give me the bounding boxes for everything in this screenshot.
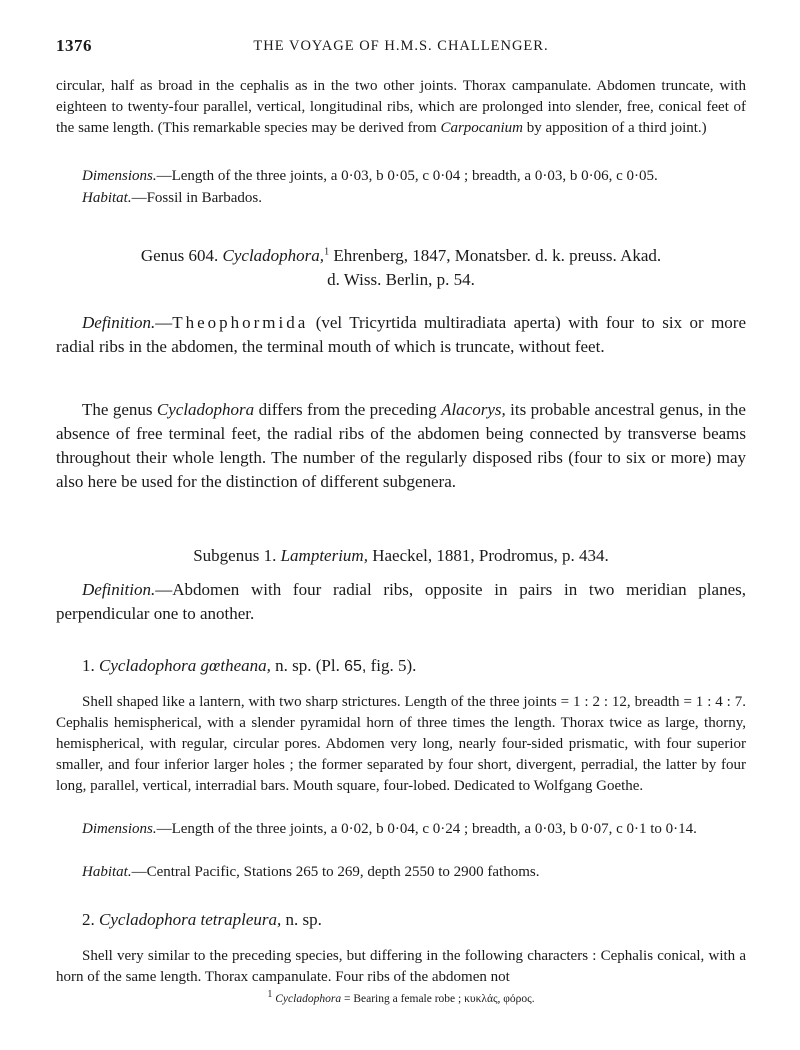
species-1-number: 1. — [82, 656, 99, 675]
genus-heading-line-2: d. Wiss. Berlin, p. 54. — [327, 270, 475, 289]
subgenus-definition-label: Definition. — [82, 580, 156, 599]
continued-description — [56, 76, 746, 139]
species-2-description: Shell very similar to the preceding species, but differing in the following characters : Cephalis conical, with a horn of the same length. Thorax campanulate. Four ribs of the abdomen not — [56, 948, 746, 985]
continued-description-genus: Carpocanium — [440, 120, 523, 136]
top-habitat-text: —Fossil in Barbados. — [131, 190, 263, 206]
subgenus-heading-name: Lampterium, — [280, 546, 368, 565]
page-header — [56, 36, 746, 58]
genus-definition-label: Definition. — [82, 313, 156, 332]
species-2-number: 2. — [82, 910, 99, 929]
species-2-name: Cycladophora tetrapleura, — [99, 910, 282, 929]
species-1-heading-text-b: fig. 5). — [366, 656, 417, 675]
footnote — [56, 989, 746, 1005]
continued-description-text-a: circular, half as broad in the cephalis as in the two other joints. Thorax campanulate. Abdomen truncate, with eighteen to twenty-four parallel, vertical, longitudinal ribs, which are prolonged into slender, free, conical feet of the same length. (This remarkable species may be derived from — [56, 78, 746, 136]
genus-discussion-text-b: differs from the preceding — [254, 400, 442, 419]
species-1-dimensions-label: Dimensions. — [82, 821, 157, 837]
footnote-mark: 1 — [267, 989, 273, 1001]
species-2-heading — [56, 908, 746, 932]
species-1-habitat-label: Habitat. — [82, 864, 132, 880]
genus-definition — [56, 311, 746, 359]
species-1-habitat — [56, 862, 746, 883]
subgenus-heading-prefix: Subgenus 1. — [193, 546, 281, 565]
continued-description-text-b: by apposition of a third joint.) — [522, 120, 707, 136]
subgenus-heading-citation: Haeckel, 1881, Prodromus, p. 434. — [367, 546, 609, 565]
species-2-heading-text: n. sp. — [281, 910, 322, 929]
page-number: 1376 — [56, 36, 92, 55]
genus-heading-line-1 — [56, 244, 746, 268]
genus-discussion-name-a: Cycladophora — [156, 400, 255, 419]
species-1-plate: 65, — [344, 658, 367, 675]
species-1-dimensions — [56, 819, 746, 840]
genus-discussion — [56, 398, 746, 494]
genus-footnote-mark: 1 — [324, 246, 330, 258]
genus-definition-text: (vel Tricyrtida multiradiata aperta) with four to six or more radial ribs in the abdomen, the terminal mouth of which is truncate, without feet. — [56, 313, 746, 356]
genus-heading-citation: Ehrenberg, 1847, Monatsber. d. k. preuss. Akad. — [329, 246, 662, 265]
genus-discussion-text-a: The genus — [82, 400, 157, 419]
subgenus-definition — [56, 578, 746, 626]
species-1-name: Cycladophora gœtheana, — [99, 656, 271, 675]
running-title: THE VOYAGE OF H.M.S. CHALLENGER. — [253, 38, 549, 54]
genus-heading-name: Cycladophora, — [222, 246, 325, 265]
genus-heading-prefix: Genus 604. — [140, 246, 223, 265]
subgenus-definition-text: —Abdomen with four radial ribs, opposite in pairs in two meridian planes, perpendicular one to another. — [56, 580, 746, 623]
top-dimensions-label: Dimensions. — [82, 168, 157, 184]
top-dimensions — [56, 166, 746, 187]
genus-definition-family: Theophormida — [172, 313, 309, 332]
species-1-dimensions-text: —Length of the three joints, a 0·02, b 0·04, c 0·24 ; breadth, a 0·03, b 0·07, c 0·1 to 0·14. — [156, 821, 697, 837]
genus-heading — [56, 244, 746, 292]
species-1-heading — [56, 654, 746, 679]
genus-discussion-text-c: its probable ancestral genus, in the absence of free terminal feet, the radial ribs of the abdomen being connected by transverse beams throughout their whole length. The number of the regularly disposed ribs (four to six or more) may also here be used for the distinction of different subgenera. — [56, 400, 746, 491]
top-habitat-label: Habitat. — [82, 190, 132, 206]
genus-discussion-name-b: Alacorys, — [441, 400, 506, 419]
genus-definition-dash: — — [155, 313, 173, 332]
species-1-habitat-text: —Central Pacific, Stations 265 to 269, depth 2550 to 2900 fathoms. — [131, 864, 540, 880]
top-dimensions-text: —Length of the three joints, a 0·03, b 0·05, c 0·04 ; breadth, a 0·03, b 0·06, c 0·05. — [156, 168, 658, 184]
species-1-heading-text-a: n. sp. (Pl. — [270, 656, 345, 675]
footnote-name: Cycladophora — [275, 993, 342, 1005]
footnote-text: = Bearing a female robe ; κυκλάς, φόρος. — [341, 993, 535, 1005]
species-1-description: Shell shaped like a lantern, with two sharp strictures. Length of the three joints = 1 : 2 : 12, breadth = 1 : 4 : 7. Cephalis hemispherical, with a slender pyramidal horn of three times the length. Thorax twice as large, thorny, hemispherical, with regular, circular pores. Abdomen very long, nearly four-sided prismatic, with four superior smaller, and four inferior larger holes ; the former separated by four short, divergent, perradial, the latter by four long, parallel, vertical, interradial bars. Mouth square, four-lobed. Dedicated to Wolfgang Goethe. — [56, 694, 746, 794]
subgenus-heading — [56, 544, 746, 568]
top-habitat — [56, 188, 746, 209]
